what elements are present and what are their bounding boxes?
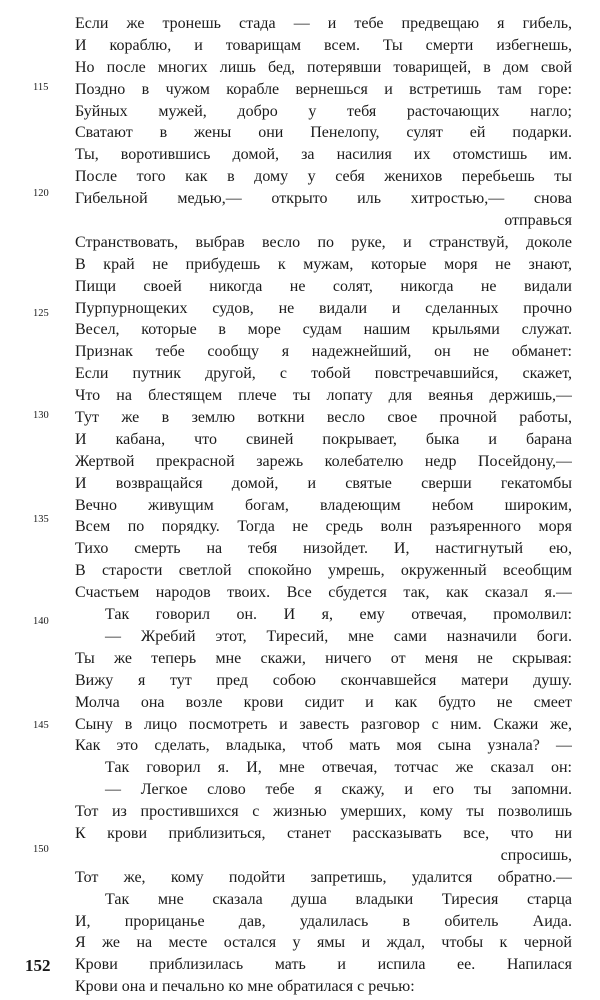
poem-line: Но после многих лишь бед, потерявши товарищей, в дом свой [75,58,572,76]
poem-line: Крови она и печально ко мне обратилася с речью: [75,978,415,996]
poem-line: Если путник другой, с тобой повстречавшийся, скажет, [75,365,572,383]
poem-line-indented: Так говорил он. И я, ему отвечая, промолвил: [105,606,572,624]
poem-line: Счастьем народов твоих. Все сбудется так, как сказал я.— [75,584,572,602]
poem-line: И, прорицанье дав, удалилась в обитель Аида. [75,912,572,930]
poem-line: Сватают в жены они Пенелопу, сулят ей подарки. [75,124,572,142]
poem-line-indented: — Жребий этот, Тиресий, мне сами назначили боги. [105,627,572,645]
poem-line: Тут же в землю воткни весло свое прочной работы, [75,409,572,427]
poem-line: Молча она возле крови сидит и как будто не смеет [75,693,572,711]
poem-line: Ты, воротившись домой, за насилия их отомстишь им. [75,146,572,164]
poem-line: Вижу я тут пред собою скончавшейся матери душу. [75,671,572,689]
line-number: 140 [33,616,49,627]
poem-line-overflow: спросишь, [500,846,572,864]
poem-line-overflow: отправься [504,212,572,230]
poem-line: Пищи своей никогда не солят, никогда не видали [75,277,572,295]
poem-line: В край не прибудешь к мужам, которые моря не знают, [75,255,572,273]
line-number: 145 [33,720,49,731]
poem-line: Тихо смерть на тебя низойдет. И, настигнутый ею, [75,540,572,558]
poem-line: И кабана, что свиней покрывает, быка и барана [75,430,572,448]
line-number: 130 [33,410,49,421]
poem-line: Крови приблизилась мать и испила ее. Напилася [75,956,572,974]
poem-line-indented: Так говорил я. И, мне отвечая, тотчас же сказал он: [105,759,572,777]
line-number: 120 [33,188,49,199]
poem-line: В старости светлой спокойно умрешь, окруженный всеобщим [75,562,572,580]
poem-line: Тот же, кому подойти запретишь, удалится обратно.— [75,868,572,886]
page-number: 152 [25,956,51,975]
poem-line: И кораблю, и товарищам всем. Ты смерти избегнешь, [75,36,572,54]
poem-line: Вечно живущим богам, владеющим небом широким, [75,496,572,514]
poem-line: Тот из простившихся с жизнью умерших, кому ты позволишь [75,803,572,821]
poem-line: Странствовать, выбрав весло по руке, и странствуй, доколе [75,233,572,251]
poem-line: Что на блестящем плече ты лопату для веянья держишь,— [75,387,572,405]
poem-line: Ты же теперь мне скажи, ничего от меня не скрывая: [75,649,572,667]
poem-line: После того как в дому у себя женихов перебьешь ты [75,168,572,186]
poem-line: Всем по порядку. Тогда не средь волн разъяренного моря [75,518,572,536]
poem-line-indented: Так мне сказала душа владыки Тиресия старца [105,890,572,908]
poem-line: Сыну в лицо посмотреть и завесть разговор с ним. Скажи же, [75,715,572,733]
poem-line: Гибельной медью,— открыто иль хитростью,— снова [75,190,572,208]
poem-line: Я же на месте остался у ямы и ждал, чтобы к черной [75,934,572,952]
line-number: 115 [33,82,49,93]
poem-line-indented: — Легкое слово тебе я скажу, и его ты запомни. [105,781,572,799]
line-number: 150 [33,844,49,855]
poem-line: Буйных мужей, добро у тебя расточающих нагло; [75,102,572,120]
poem-line: К крови приблизиться, станет рассказывать все, что ни [75,824,572,842]
poem-line: Жертвой прекрасной зарежь колебателю недр Посейдону,— [75,452,572,470]
poem-line: Пурпурнощеких судов, не видали и сделанных прочно [75,299,572,317]
poem-line: Поздно в чужом корабле вернешься и встретишь там горе: [75,80,572,98]
poem-line: Весел, которые в море судам нашим крыльями служат. [75,321,572,339]
line-number: 125 [33,308,49,319]
poem-text [75,13,572,998]
poem-line: Как это сделать, владыка, чтоб мать моя сына узнала? — [75,737,572,755]
line-number: 135 [33,514,49,525]
poem-line: Признак тебе сообщу я надежнейший, он не обманет: [75,343,572,361]
poem-line: Если же тронешь стада — и тебе предвещаю я гибель, [75,15,572,32]
poem-line: И возвращайся домой, и святые сверши гекатомбы [75,474,572,492]
